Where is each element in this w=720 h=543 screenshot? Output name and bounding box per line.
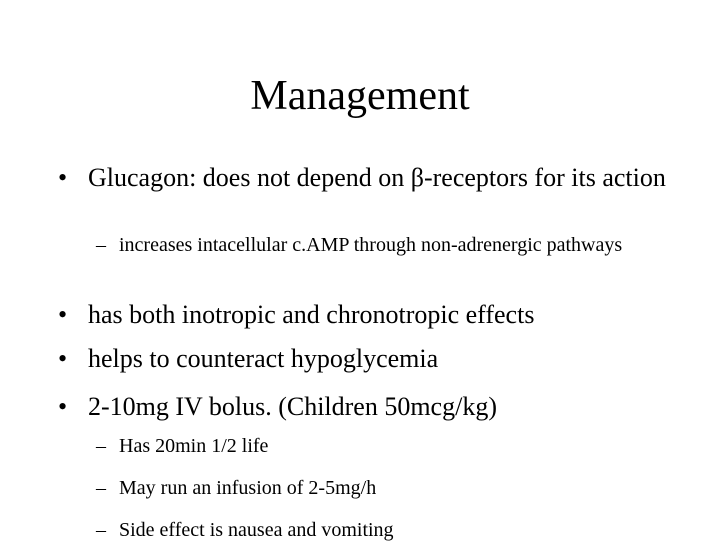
bullet-item [58,163,678,193]
dash-icon: – [96,477,106,499]
bullet-item [58,344,678,374]
bullet-text: 2-10mg IV bolus. (Children 50mcg/kg) [88,392,497,421]
bullet-text: has both inotropic and chronotropic effects [88,300,535,329]
bullet-icon: • [58,300,68,329]
bullet-text: Glucagon: does not depend on β-receptors for its action [88,163,666,192]
sub-bullet-text: Side effect is nausea and vomiting [119,519,394,541]
sub-bullet-item [96,233,676,258]
sub-bullet-item [96,476,676,501]
dash-icon: – [96,234,106,256]
bullet-item [58,300,678,330]
dash-icon: – [96,519,106,541]
bullet-icon: • [58,392,68,421]
bullet-item [58,392,678,422]
bullet-text: helps to counteract hypoglycemia [88,344,439,373]
dash-icon: – [96,435,106,457]
bullet-icon: • [58,344,68,373]
sub-bullet-item [96,518,676,543]
sub-bullet-text: May run an infusion of 2-5mg/h [119,477,377,499]
sub-bullet-item [96,434,676,459]
bullet-icon: • [58,163,68,192]
sub-bullet-text: increases intacellular c.AMP through non-adrenergic pathways [119,234,623,256]
sub-bullet-text: Has 20min 1/2 life [119,435,269,457]
slide-title: Management [250,73,470,119]
